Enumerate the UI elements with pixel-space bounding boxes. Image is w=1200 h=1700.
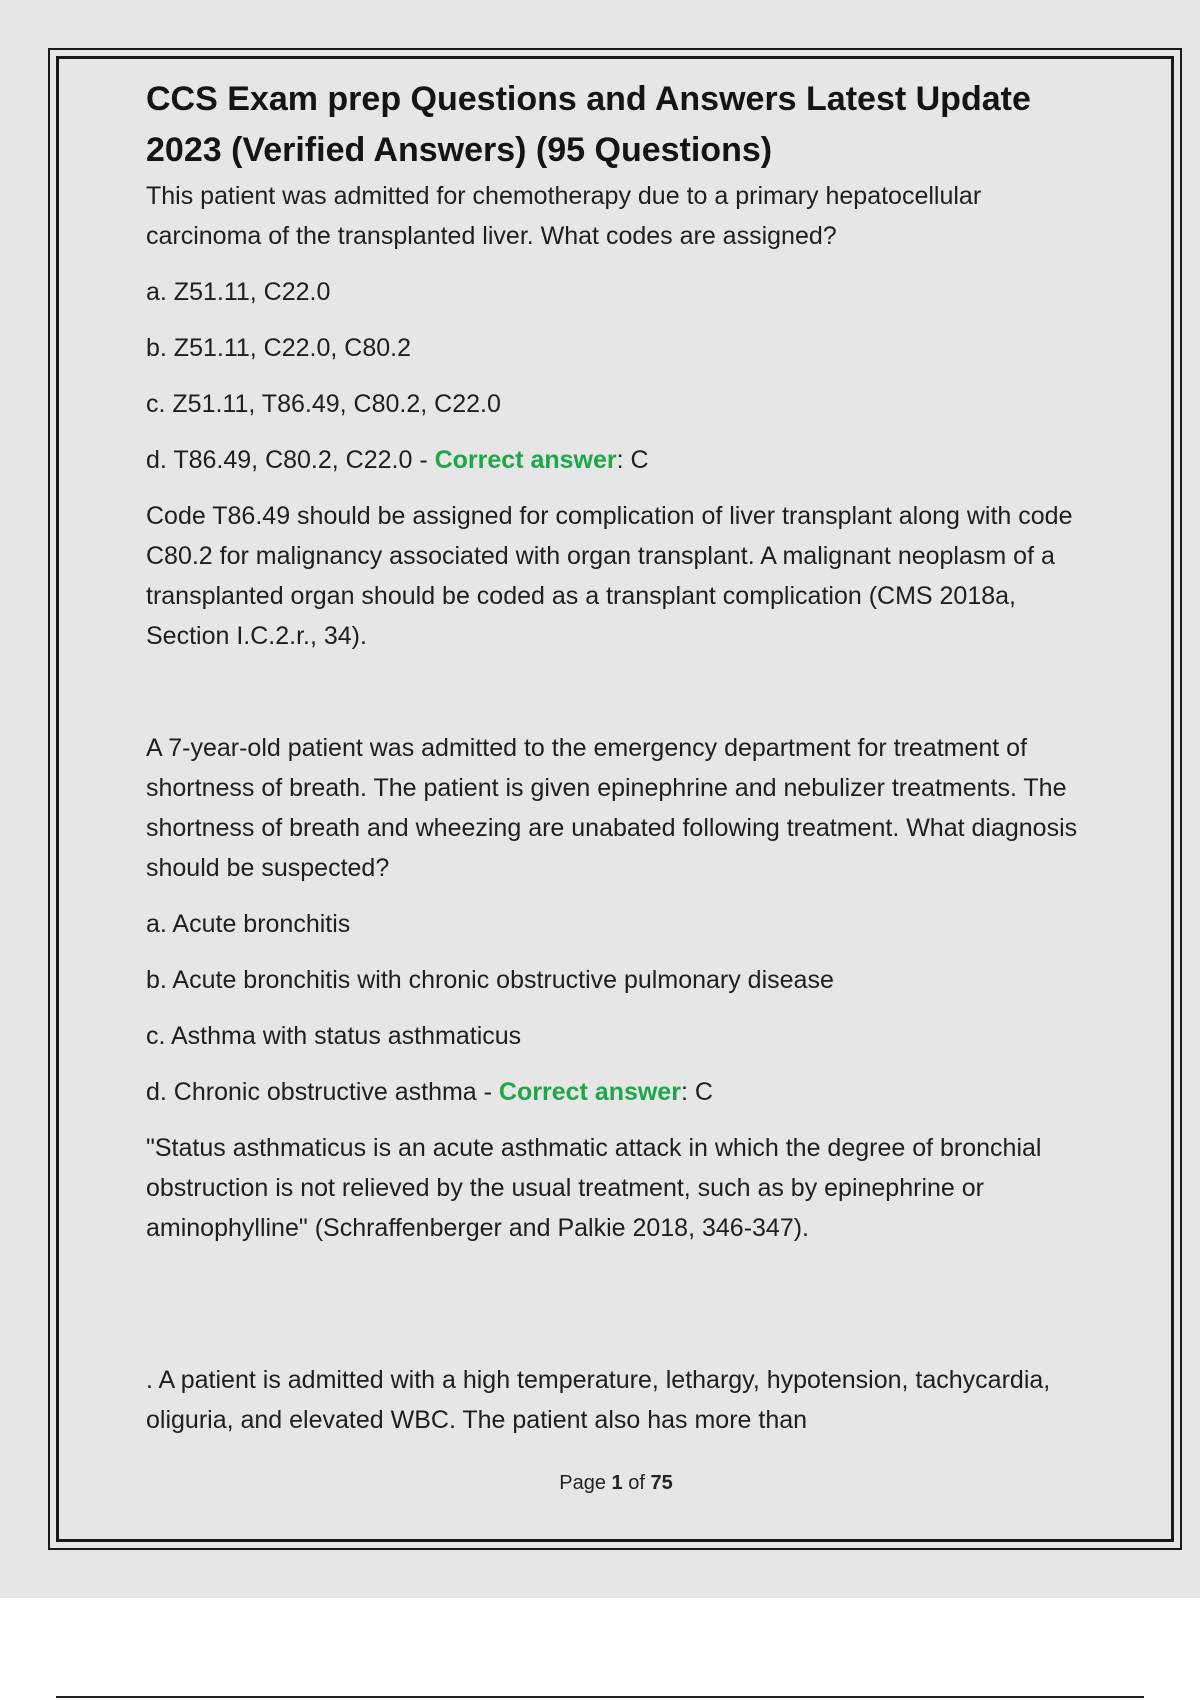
question-3 xyxy=(146,1360,1096,1440)
correct-answer-label: Correct answer xyxy=(498,1078,681,1106)
question-1-stem: This patient was admitted for chemotherapy due to a primary hepatocellular carcinoma of the transplanted liver. What codes are assigned? xyxy=(146,182,982,250)
page-of: of xyxy=(622,1472,651,1494)
next-page-top-rule xyxy=(56,1696,1144,1698)
page-label: Page xyxy=(559,1472,612,1494)
page-current: 1 xyxy=(611,1472,623,1494)
question-1-answer: : C xyxy=(616,446,649,474)
question-1-option-c: c. Z51.11, T86.49, C80.2, C22.0 xyxy=(146,390,501,418)
question-3-stem: . A patient is admitted with a high temperature, lethargy, hypotension, tachycardia, oliguria, and elevated WBC. The patient also has more than xyxy=(146,1366,1051,1434)
page-content xyxy=(146,74,1096,1440)
question-2-option-a: a. Acute bronchitis xyxy=(146,910,351,938)
question-2-answer: : C xyxy=(680,1078,713,1106)
page-total: 75 xyxy=(650,1472,673,1494)
page-footer xyxy=(0,1472,1200,1495)
question-2-option-c: c. Asthma with status asthmaticus xyxy=(146,1022,522,1050)
question-1-explanation: Code T86.49 should be assigned for complication of liver transplant along with code C80.2 for malignancy associated with organ transplant. A malignant neoplasm of a transplanted organ should be coded as a transplant complication (CMS 2018a, Section I.C.2.r., 34). xyxy=(146,502,1073,650)
question-1-option-a: a. Z51.11, C22.0 xyxy=(146,278,331,306)
question-1-option-d-line xyxy=(146,440,1096,480)
question-1 xyxy=(146,176,1096,656)
correct-answer-label: Correct answer xyxy=(434,446,617,474)
question-2-option-d-line xyxy=(146,1072,1096,1112)
question-2-explanation: "Status asthmaticus is an acute asthmatic attack in which the degree of bronchial obstruction is not relieved by the usual treatment, such as by epinephrine or aminophylline" (Schraffenberger and Palkie 2018, 346-347). xyxy=(146,1134,1042,1242)
question-1-option-b: b. Z51.11, C22.0, C80.2 xyxy=(146,334,411,362)
question-1-option-d: d. T86.49, C80.2, C22.0 - xyxy=(146,446,435,474)
question-2-option-b: b. Acute bronchitis with chronic obstructive pulmonary disease xyxy=(146,966,834,994)
question-2 xyxy=(146,728,1096,1248)
document-title: CCS Exam prep Questions and Answers Latest Update 2023 (Verified Answers) (95 Questions) xyxy=(146,80,1031,169)
question-2-option-d: d. Chronic obstructive asthma - xyxy=(146,1078,499,1106)
question-2-stem: A 7-year-old patient was admitted to the emergency department for treatment of shortness of breath. The patient is given epinephrine and nebulizer treatments. The shortness of breath and wheezing are unabated following treatment. What diagnosis should be suspected? xyxy=(146,734,1078,882)
